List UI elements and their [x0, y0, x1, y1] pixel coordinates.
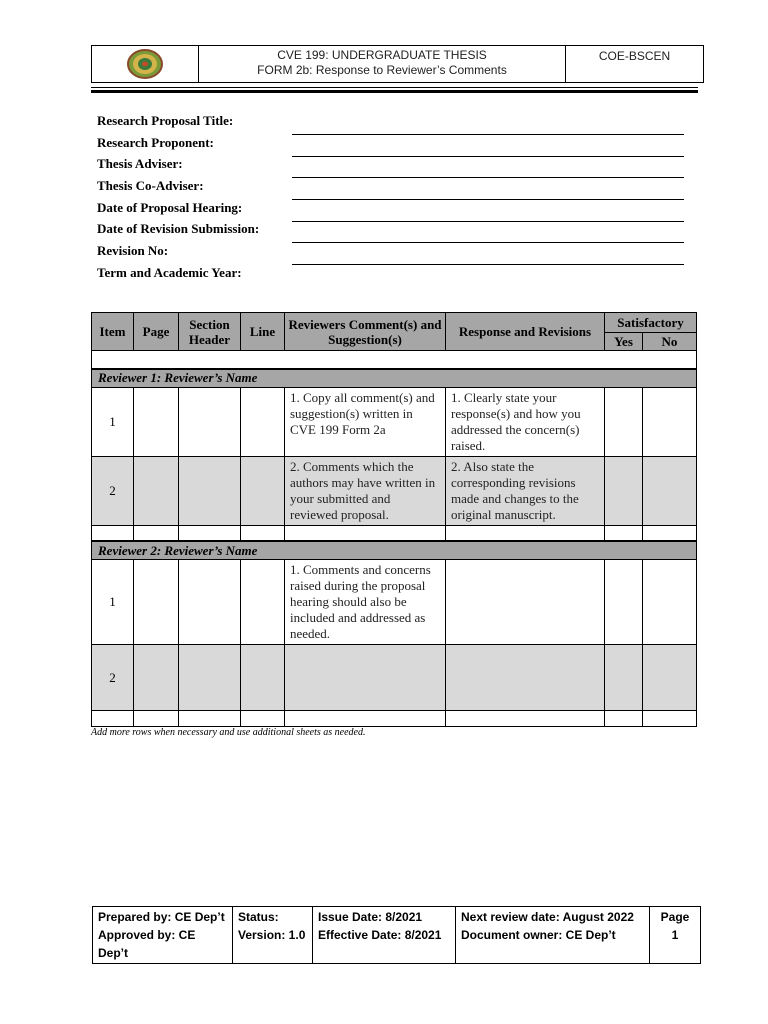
table-row: [92, 560, 697, 645]
field-label: Research Proponent:: [97, 134, 214, 150]
yes-cell[interactable]: [605, 645, 643, 711]
form-name: FORM 2b: Response to Reviewer’s Comments: [257, 63, 507, 77]
dates-cell: [313, 907, 456, 964]
field-row: [97, 110, 687, 132]
line-cell[interactable]: [241, 560, 285, 645]
prepared-approved-cell: [93, 907, 233, 964]
field-label: Research Proposal Title:: [97, 113, 234, 128]
blank-row: [92, 525, 697, 541]
field-row: [97, 262, 687, 284]
comment-cell[interactable]: 2. Comments which the authors may have written in your submitted and reviewed proposal.: [285, 456, 446, 525]
comment-cell[interactable]: [285, 645, 446, 711]
field-label: Revision No:: [97, 243, 169, 259]
page-number: 1: [671, 928, 679, 942]
table-row: [92, 645, 697, 711]
logo-cell: [92, 46, 199, 82]
item-number: 2: [92, 645, 134, 711]
page-label: Page: [660, 910, 690, 924]
field-label: Term and Academic Year:: [97, 264, 242, 280]
response-cell[interactable]: 1. Clearly state your response(s) and how you addressed the concern(s) raised.: [446, 387, 605, 456]
header-divider-thin: [91, 87, 698, 88]
table-row: [92, 456, 697, 525]
col-yes: Yes: [605, 333, 643, 351]
form-title: [199, 46, 566, 82]
page-cell[interactable]: [134, 560, 179, 645]
field-row: [97, 218, 687, 240]
line-cell[interactable]: [241, 645, 285, 711]
field-label: Date of Revision Submission:: [97, 221, 260, 237]
no-cell[interactable]: [643, 387, 697, 456]
version-label: Version: 1.0: [238, 928, 306, 942]
col-no: No: [643, 333, 697, 351]
table-note: Add more rows when necessary and use additional sheets as needed.: [91, 727, 366, 738]
section-cell[interactable]: [179, 456, 241, 525]
field-row: [97, 197, 687, 219]
line-cell[interactable]: [241, 456, 285, 525]
col-response: Response and Revisions: [446, 313, 605, 351]
university-seal-icon: [126, 49, 164, 79]
item-number: 1: [92, 560, 134, 645]
field-row: [97, 132, 687, 154]
response-cell[interactable]: 2. Also state the corresponding revisions made and changes to the original manuscript.: [446, 456, 605, 525]
field-label: Thesis Co-Adviser:: [97, 178, 204, 194]
page-cell: [650, 907, 701, 964]
next-review-date: Next review date: August 2022: [461, 910, 634, 924]
approved-by: Approved by: CE Dep’t: [98, 928, 196, 960]
document-footer: [92, 906, 701, 964]
blank-row: [92, 711, 697, 727]
header-divider: [91, 90, 698, 93]
yes-cell[interactable]: [605, 560, 643, 645]
course-title: CVE 199: UNDERGRADUATE THESIS: [277, 48, 487, 62]
program-code: COE-BSCEN: [598, 49, 671, 63]
section-cell[interactable]: [179, 387, 241, 456]
col-line: Line: [241, 313, 285, 351]
issue-date: Issue Date: 8/2021: [318, 910, 423, 924]
col-comments: Reviewers Comment(s) and Suggestion(s): [285, 313, 446, 351]
effective-date: Effective Date: 8/2021: [318, 928, 442, 942]
page-cell[interactable]: [134, 456, 179, 525]
status-cell: [233, 907, 313, 964]
item-number: 2: [92, 456, 134, 525]
item-number: 1: [92, 387, 134, 456]
document-owner: Document owner: CE Dep’t: [461, 928, 616, 942]
reviewer-1-name: Reviewer 1: Reviewer’s Name: [92, 369, 697, 388]
yes-cell[interactable]: [605, 387, 643, 456]
section-cell[interactable]: [179, 560, 241, 645]
line-cell[interactable]: [241, 387, 285, 456]
reviewer-row: [92, 369, 697, 388]
col-satisfactory: Satisfactory: [605, 313, 697, 333]
field-row: [97, 240, 687, 262]
proposal-info: [97, 110, 687, 284]
page-cell[interactable]: [134, 645, 179, 711]
yes-cell[interactable]: [605, 456, 643, 525]
prepared-by: Prepared by: CE Dep’t: [98, 910, 225, 924]
response-table: [91, 312, 697, 727]
field-label: Thesis Adviser:: [97, 156, 183, 172]
col-section-header: Section Header: [179, 313, 241, 351]
section-cell[interactable]: [179, 645, 241, 711]
form-header: [91, 45, 704, 83]
table-row: [92, 387, 697, 456]
reviewer-2-name: Reviewer 2: Reviewer’s Name: [92, 541, 697, 560]
spacer-row: [92, 351, 697, 369]
review-owner-cell: [456, 907, 650, 964]
response-cell[interactable]: [446, 560, 605, 645]
reviewer-row: [92, 541, 697, 560]
field-row: [97, 153, 687, 175]
no-cell[interactable]: [643, 560, 697, 645]
response-cell[interactable]: [446, 645, 605, 711]
status-label: Status:: [238, 910, 279, 924]
col-item: Item: [92, 313, 134, 351]
page-cell[interactable]: [134, 387, 179, 456]
field-row: [97, 175, 687, 197]
no-cell[interactable]: [643, 645, 697, 711]
comment-cell[interactable]: 1. Comments and concerns raised during the proposal hearing should also be included and addressed as needed.: [285, 560, 446, 645]
no-cell[interactable]: [643, 456, 697, 525]
field-label: Date of Proposal Hearing:: [97, 199, 243, 215]
col-page: Page: [134, 313, 179, 351]
comment-cell[interactable]: 1. Copy all comment(s) and suggestion(s) written in CVE 199 Form 2a: [285, 387, 446, 456]
